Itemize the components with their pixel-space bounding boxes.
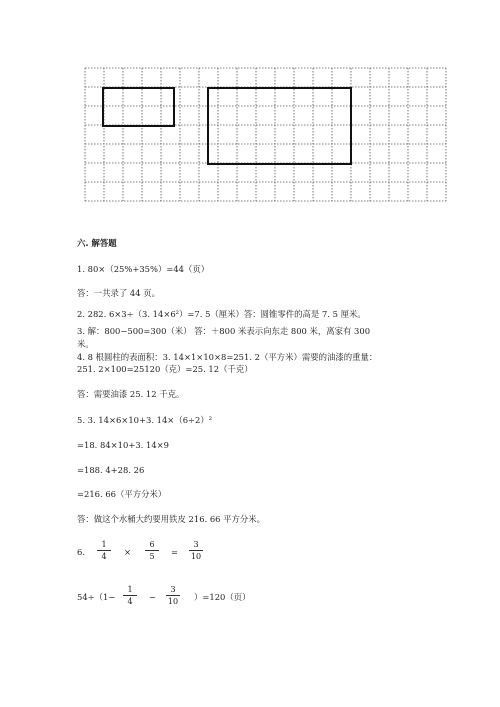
q6-fraction-2-bar <box>145 550 159 551</box>
small-rectangle <box>103 88 174 126</box>
large-rectangle <box>208 88 351 164</box>
q6-fraction-2 <box>145 540 159 561</box>
q6-equals: = <box>171 547 179 557</box>
answer-5-line3: =188. 4+28. 26 <box>77 465 145 475</box>
q6-times: × <box>124 547 132 557</box>
q6-label: 6. <box>77 547 85 557</box>
q6-line2-suffix: ）=120（页） <box>194 592 251 602</box>
q6-fraction-3 <box>189 540 203 561</box>
q6-fraction-4-num: 1 <box>127 585 133 594</box>
q6-fraction-1-num: 1 <box>101 540 107 549</box>
q6-fraction-5-num: 3 <box>170 585 176 594</box>
q6-fraction-2-num: 6 <box>149 540 155 549</box>
answer-5-line4: =216. 66（平方分米） <box>77 489 167 499</box>
answer-4-conclusion: 答：需要油漆 25. 12 千克。 <box>77 389 185 399</box>
q6-fraction-5-bar <box>166 595 180 596</box>
answer-5-conclusion: 答：做这个水桶大约要用铁皮 216. 66 平方分米。 <box>77 514 266 524</box>
q6-fraction-3-bar <box>189 550 203 551</box>
answer-4-line1: 4. 8 根圆柱的表面积：3. 14×1×10×8=251. 2（平方米）需要的油漆的重量： <box>77 352 378 362</box>
q6-minus: − <box>149 592 157 602</box>
answer-1-calc: 1. 80×（25%+35%）=44（页） <box>77 264 210 274</box>
answer-3-line2: 米。 <box>77 339 94 349</box>
q6-line2-prefix: 54÷（1− <box>77 592 116 602</box>
answer-2: 2. 282. 6×3÷（3. 14×6²）=7. 5（厘米）答：圆锥零件的高是 7. 5 厘米。 <box>77 309 366 319</box>
answer-5-line1: 5. 3. 14×6×10+3. 14×（6÷2）² <box>77 415 213 425</box>
q6-fraction-1-den: 4 <box>101 552 107 561</box>
q6-fraction-3-den: 10 <box>190 552 202 561</box>
q6-fraction-1-bar <box>97 550 111 551</box>
answer-3-line1: 3. 解：800−500=300（米） 答：＋800 米表示向东走 800 米，离家有 300 <box>77 326 371 336</box>
q6-fraction-4 <box>123 585 137 606</box>
answer-4-line2: 251. 2×100=25120（克）=25. 12（千克） <box>77 364 253 374</box>
section-heading: 六. 解答题 <box>77 238 117 248</box>
q6-fraction-3-num: 3 <box>193 540 199 549</box>
grid-figure <box>0 0 500 210</box>
q6-fraction-5-den: 10 <box>167 597 179 606</box>
answer-1-conclusion: 答：一共录了 44 页。 <box>77 288 160 298</box>
answer-5-line2: =18. 84×10+3. 14×9 <box>77 440 170 450</box>
q6-fraction-1 <box>97 540 111 561</box>
q6-fraction-5 <box>166 585 180 606</box>
q6-fraction-4-den: 4 <box>127 597 133 606</box>
q6-fraction-4-bar <box>123 595 137 596</box>
q6-fraction-2-den: 5 <box>149 552 155 561</box>
